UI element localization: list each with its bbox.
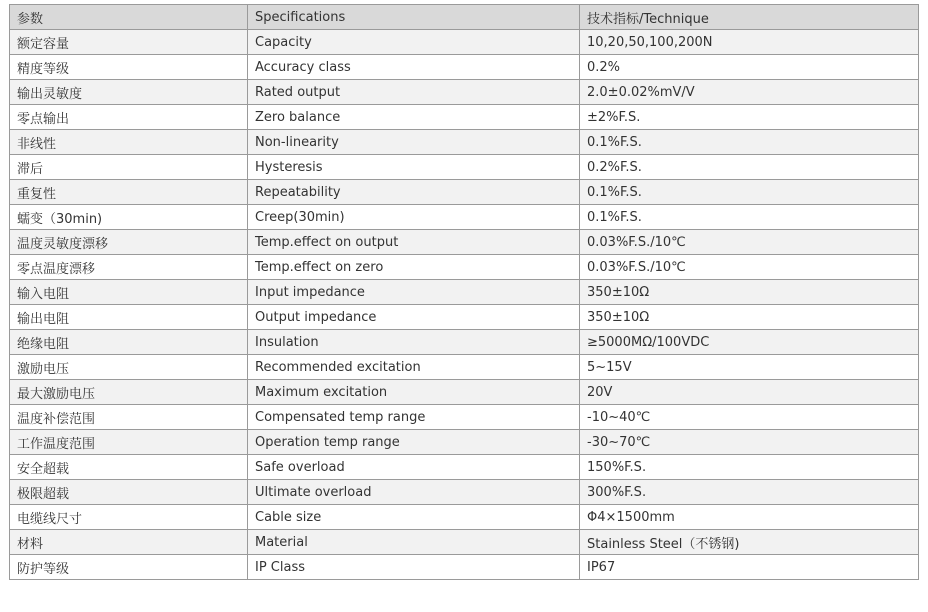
param-cell: 额定容量	[10, 30, 248, 55]
value-cell: 0.1%F.S.	[580, 205, 919, 230]
table-row	[10, 530, 919, 555]
table-row	[10, 255, 919, 280]
table-row	[10, 480, 919, 505]
value-cell: 10,20,50,100,200N	[580, 30, 919, 55]
value-cell: ≥5000MΩ/100VDC	[580, 330, 919, 355]
table-header-row	[10, 5, 919, 30]
value-cell: 0.2%	[580, 55, 919, 80]
spec-cell: Capacity	[248, 30, 580, 55]
value-cell: IP67	[580, 555, 919, 580]
table-row	[10, 405, 919, 430]
value-cell: 0.1%F.S.	[580, 130, 919, 155]
param-cell: 激励电压	[10, 355, 248, 380]
table-row	[10, 355, 919, 380]
param-cell: 温度补偿范围	[10, 405, 248, 430]
table-row	[10, 380, 919, 405]
value-cell: ±2%F.S.	[580, 105, 919, 130]
spec-cell: Maximum excitation	[248, 380, 580, 405]
param-cell: 最大激励电压	[10, 380, 248, 405]
table-row	[10, 430, 919, 455]
param-cell: 零点输出	[10, 105, 248, 130]
spec-cell: Accuracy class	[248, 55, 580, 80]
spec-cell: Rated output	[248, 80, 580, 105]
table-row	[10, 105, 919, 130]
table-row	[10, 455, 919, 480]
spec-cell: Compensated temp range	[248, 405, 580, 430]
param-cell: 材料	[10, 530, 248, 555]
table-row	[10, 180, 919, 205]
param-cell: 重复性	[10, 180, 248, 205]
table-row	[10, 280, 919, 305]
value-cell: 0.03%F.S./10℃	[580, 255, 919, 280]
header-tech: 技术指标/Technique	[580, 5, 919, 30]
header-param: 参数	[10, 5, 248, 30]
param-cell: 工作温度范围	[10, 430, 248, 455]
value-cell: 0.03%F.S./10℃	[580, 230, 919, 255]
value-cell: 2.0±0.02%mV/V	[580, 80, 919, 105]
table-row	[10, 55, 919, 80]
spec-cell: Cable size	[248, 505, 580, 530]
table-row	[10, 205, 919, 230]
param-cell: 滞后	[10, 155, 248, 180]
param-cell: 输出电阻	[10, 305, 248, 330]
spec-cell: Repeatability	[248, 180, 580, 205]
param-cell: 非线性	[10, 130, 248, 155]
spec-cell: Operation temp range	[248, 430, 580, 455]
spec-cell: Recommended excitation	[248, 355, 580, 380]
table-row	[10, 555, 919, 580]
param-cell: 输出灵敏度	[10, 80, 248, 105]
table-row	[10, 130, 919, 155]
spec-cell: Temp.effect on output	[248, 230, 580, 255]
value-cell: -10~40℃	[580, 405, 919, 430]
param-cell: 温度灵敏度漂移	[10, 230, 248, 255]
param-cell: 绝缘电阻	[10, 330, 248, 355]
param-cell: 蠕变（30min)	[10, 205, 248, 230]
spec-cell: Safe overload	[248, 455, 580, 480]
param-cell: 防护等级	[10, 555, 248, 580]
table-row	[10, 305, 919, 330]
param-cell: 安全超载	[10, 455, 248, 480]
param-cell: 输入电阻	[10, 280, 248, 305]
value-cell: 20V	[580, 380, 919, 405]
table-row	[10, 330, 919, 355]
value-cell: 150%F.S.	[580, 455, 919, 480]
value-cell: Stainless Steel（不锈钢)	[580, 530, 919, 555]
spec-cell: Material	[248, 530, 580, 555]
spec-cell: Output impedance	[248, 305, 580, 330]
value-cell: 350±10Ω	[580, 280, 919, 305]
spec-cell: Input impedance	[248, 280, 580, 305]
spec-cell: IP Class	[248, 555, 580, 580]
spec-cell: Insulation	[248, 330, 580, 355]
spec-cell: Zero balance	[248, 105, 580, 130]
param-cell: 极限超载	[10, 480, 248, 505]
table-row	[10, 80, 919, 105]
value-cell: Φ4×1500mm	[580, 505, 919, 530]
value-cell: 5~15V	[580, 355, 919, 380]
value-cell: 0.1%F.S.	[580, 180, 919, 205]
param-cell: 电缆线尺寸	[10, 505, 248, 530]
spec-cell: Non-linearity	[248, 130, 580, 155]
spec-table	[9, 4, 919, 580]
table-row	[10, 30, 919, 55]
header-spec: Specifications	[248, 5, 580, 30]
table-row	[10, 155, 919, 180]
param-cell: 精度等级	[10, 55, 248, 80]
value-cell: 0.2%F.S.	[580, 155, 919, 180]
spec-cell: Hysteresis	[248, 155, 580, 180]
spec-cell: Temp.effect on zero	[248, 255, 580, 280]
spec-cell: Creep(30min)	[248, 205, 580, 230]
table-row	[10, 230, 919, 255]
value-cell: 300%F.S.	[580, 480, 919, 505]
value-cell: -30~70℃	[580, 430, 919, 455]
value-cell: 350±10Ω	[580, 305, 919, 330]
param-cell: 零点温度漂移	[10, 255, 248, 280]
table-row	[10, 505, 919, 530]
spec-cell: Ultimate overload	[248, 480, 580, 505]
